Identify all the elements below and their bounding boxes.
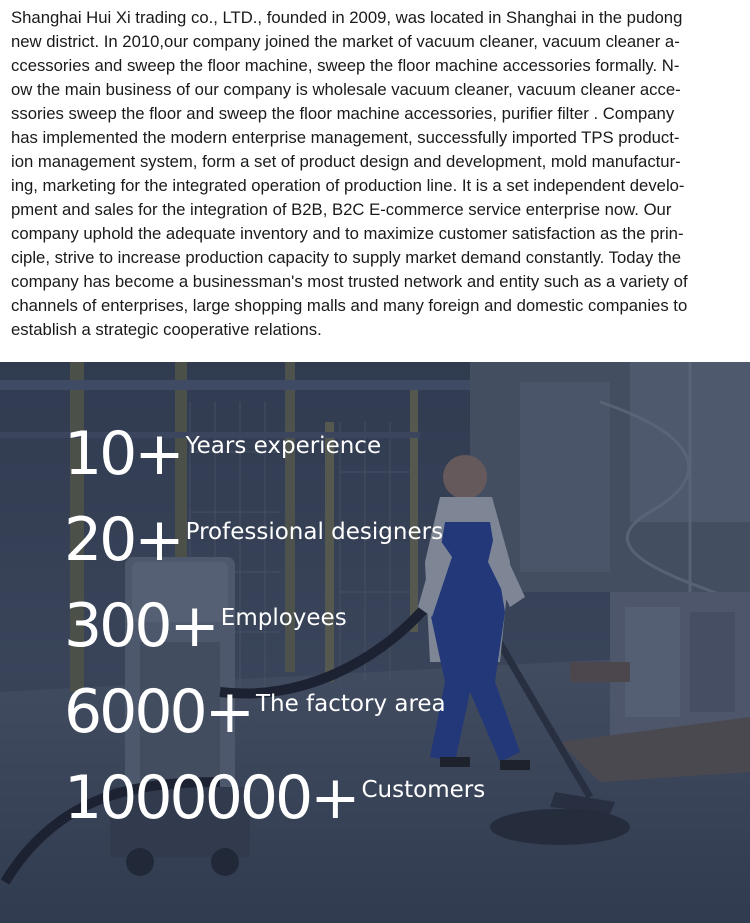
intro-line: Shanghai Hui Xi trading co., LTD., founded in 2009, was located in Shanghai in the pudong — [11, 8, 683, 27]
stat-label: Customers — [361, 776, 486, 803]
intro-line: company uphold the adequate inventory and to maximize customer satisfaction as the prin- — [11, 224, 684, 243]
stat-years — [64, 419, 382, 489]
stat-number: 1000000+ — [64, 763, 358, 833]
intro-line: new district. In 2010,our company joined the market of vacuum cleaner, vacuum cleaner a- — [11, 32, 680, 51]
stat-label: Professional designers — [185, 518, 444, 545]
stat-number: 300+ — [64, 591, 217, 661]
stat-number: 6000+ — [64, 677, 252, 747]
intro-line: pment and sales for the integration of B2B, B2C E-commerce service enterprise now. Our — [11, 200, 672, 219]
stat-number: 20+ — [64, 505, 182, 575]
intro-line: ccessories and sweep the floor machine, sweep the floor machine accessories formally. N- — [11, 56, 680, 75]
intro-line: channels of enterprises, large shopping malls and many foreign and domestic companies to — [11, 296, 688, 315]
stat-employees — [64, 591, 347, 661]
intro-line: company has become a businessman's most trusted network and entity such as a variety of — [11, 272, 688, 291]
intro-line: establish a strategic cooperative relations. — [11, 320, 322, 339]
intro-line: ciple, strive to increase production capacity to supply market demand constantly. Today the — [11, 248, 682, 267]
intro-line: ion management system, form a set of product design and development, mold manufactur- — [11, 152, 681, 171]
stat-label: The factory area — [255, 690, 446, 717]
intro-line: has implemented the modern enterprise management, successfully imported TPS product- — [11, 128, 680, 147]
stat-factory-area — [64, 677, 446, 747]
intro-line: ing, marketing for the integrated operation of production line. It is a set independent develo- — [11, 176, 685, 195]
company-intro — [11, 6, 741, 342]
stat-label: Years experience — [185, 432, 382, 459]
intro-line: ssories sweep the floor and sweep the floor machine accessories, purifier filter . Company — [11, 104, 675, 123]
stat-customers — [64, 763, 486, 833]
intro-line: ow the main business of our company is wholesale vacuum cleaner, vacuum cleaner acce- — [11, 80, 681, 99]
factory-photo — [0, 362, 750, 923]
stat-label: Employees — [220, 604, 347, 631]
stat-designers — [64, 505, 444, 575]
stat-number: 10+ — [64, 419, 182, 489]
